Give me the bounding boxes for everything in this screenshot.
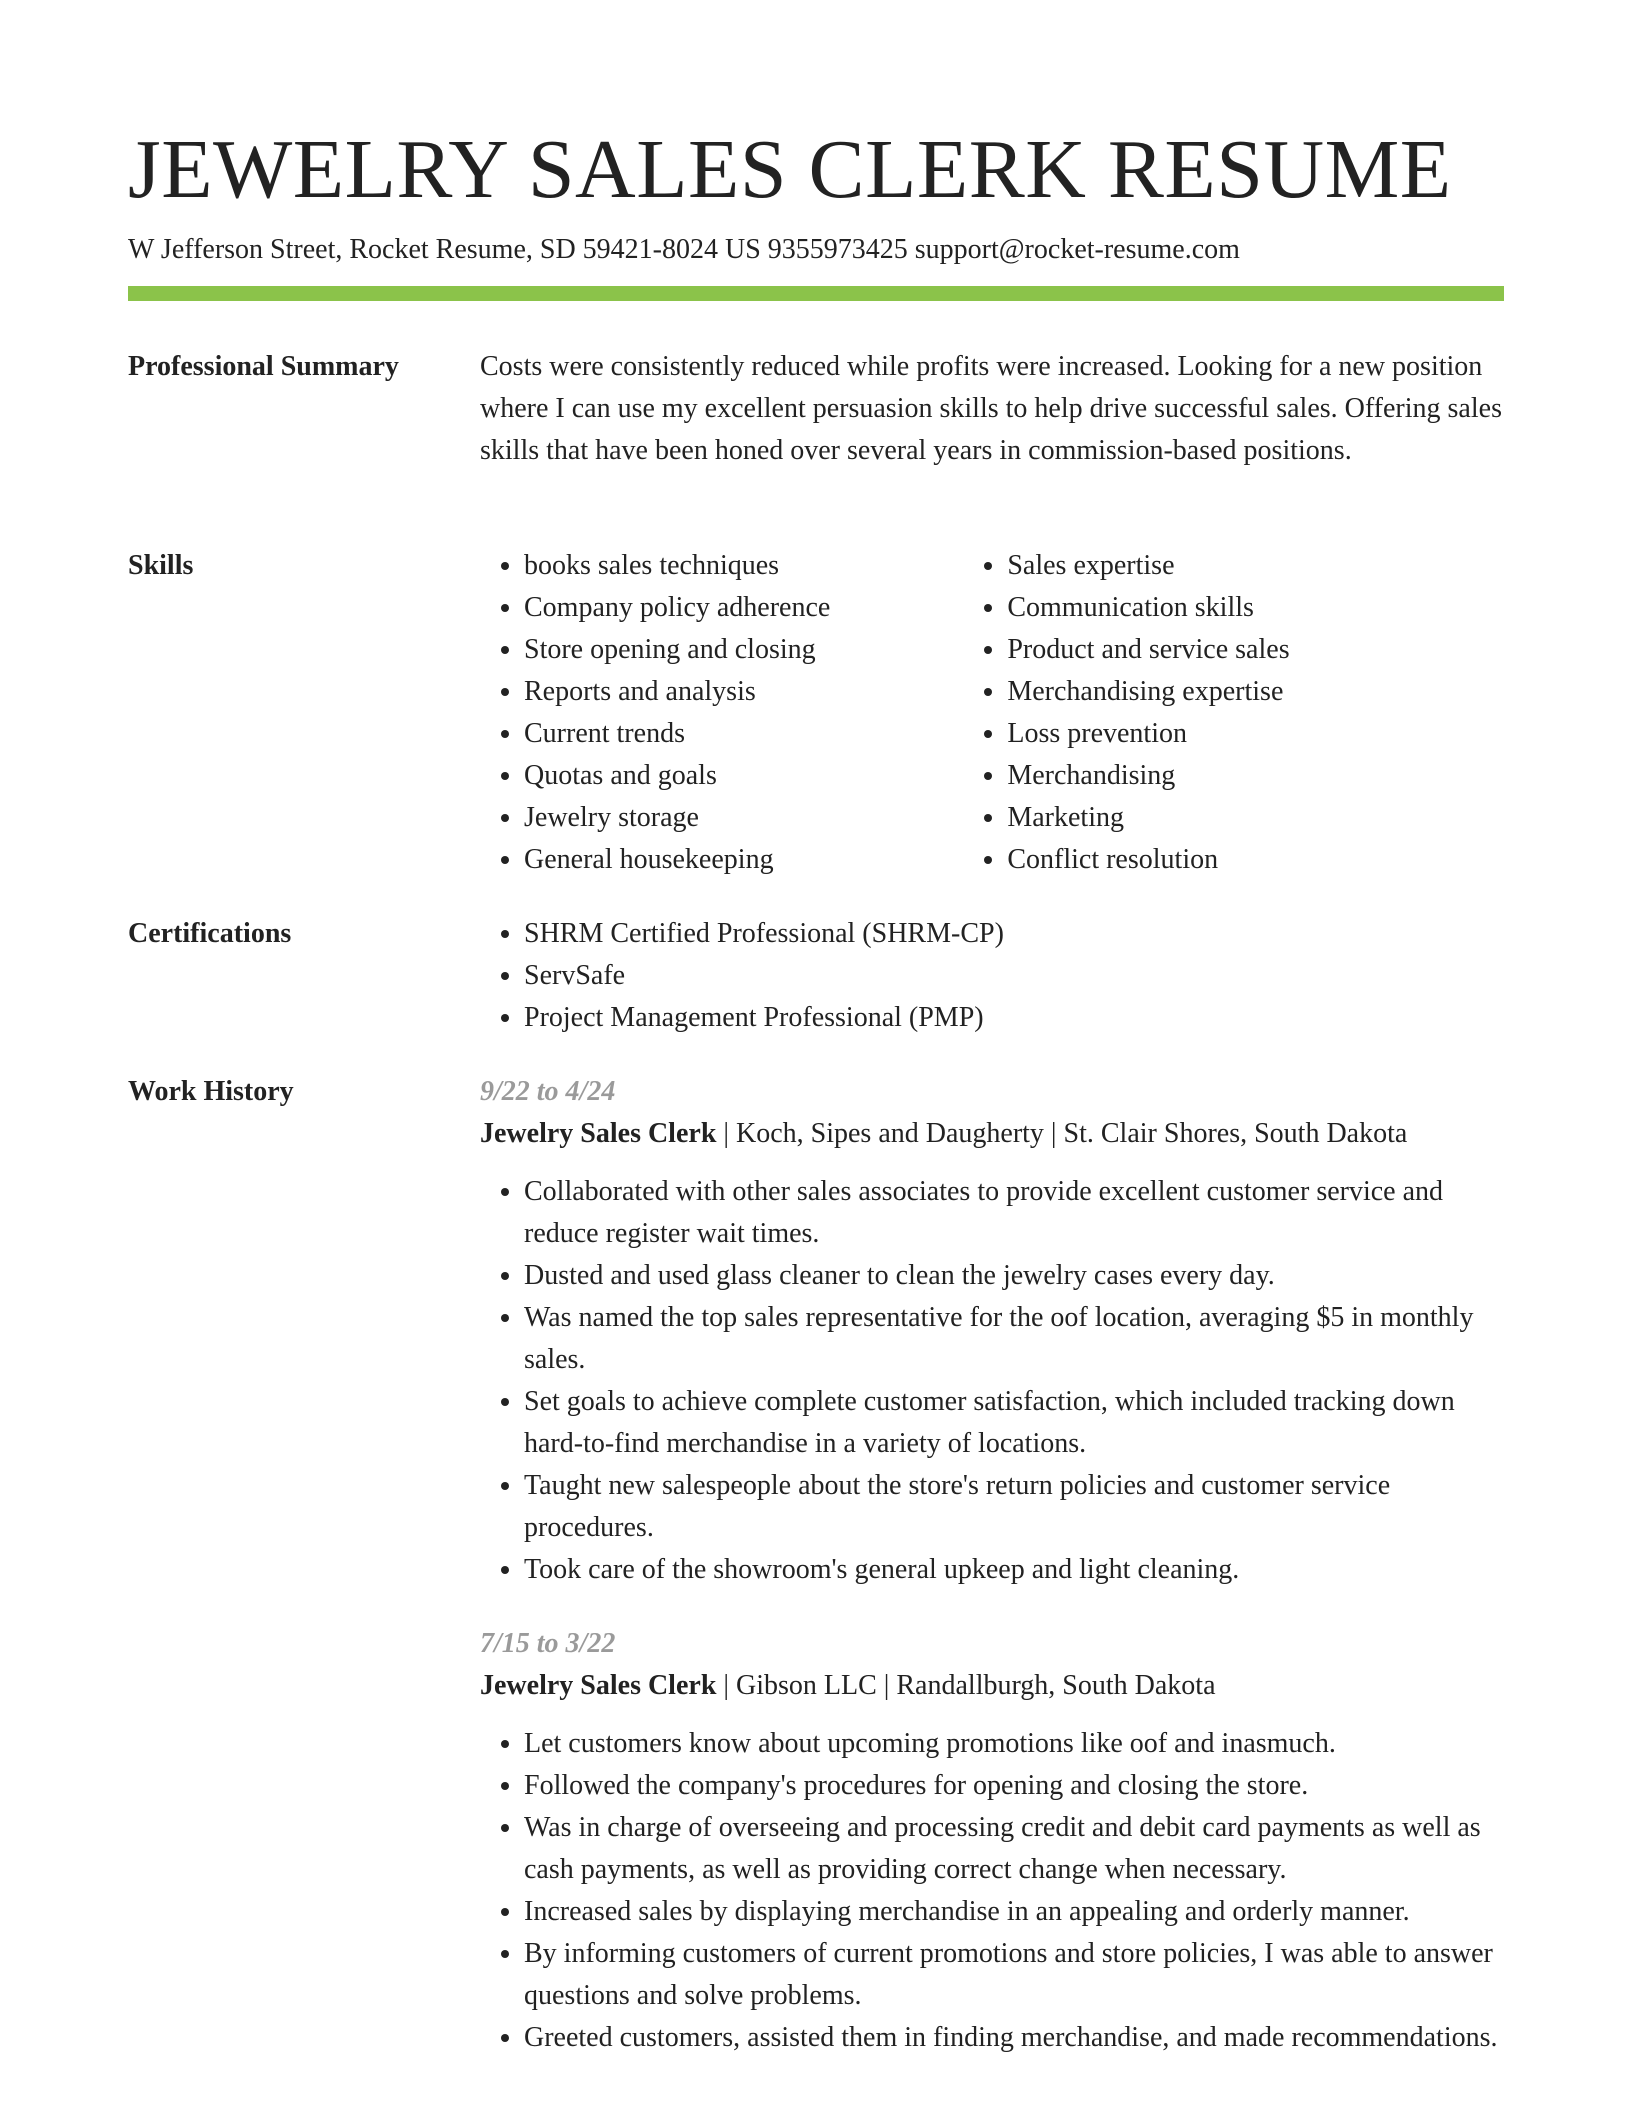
- summary-text: Costs were consistently reduced while profits were increased. Looking for a new position where I can use my excellent persuasion skills to help drive successful sales. Offering sales skills that have been honed over several years in commission-based positions.: [480, 351, 1502, 466]
- skills-label: Skills: [128, 550, 194, 581]
- certification-item: • SHRM Certified Professional (SHRM-CP): [524, 913, 1504, 955]
- skill-item: • Jewelry storage: [524, 797, 963, 839]
- job-entry: [480, 1623, 1504, 2059]
- skill-item: • Loss prevention: [1007, 713, 1504, 755]
- certifications-list: [480, 913, 1504, 1039]
- skill-item: • Reports and analysis: [524, 671, 963, 713]
- job-dates: 7/15 to 3/22: [480, 1628, 616, 1659]
- job-bullet: • Greeted customers, assisted them in finding merchandise, and made recommendations.: [524, 2017, 1504, 2059]
- job-bullet-list: [480, 1171, 1504, 1591]
- skills-list-right: [963, 545, 1504, 881]
- skills-body: [480, 545, 1504, 881]
- work-history-label: Work History: [128, 1076, 294, 1107]
- skill-item: • Sales expertise: [1007, 545, 1504, 587]
- job-title: Jewelry Sales Clerk: [480, 1670, 717, 1701]
- certifications-body: [480, 913, 1504, 1039]
- summary-body: [480, 346, 1504, 472]
- job-bullet: • Followed the company's procedures for opening and closing the store.: [524, 1765, 1504, 1807]
- job-details: | Gibson LLC | Randallburgh, South Dakota: [716, 1670, 1216, 1701]
- skill-item: • books sales techniques: [524, 545, 963, 587]
- skill-item: • General housekeeping: [524, 839, 963, 881]
- header-divider: [128, 286, 1504, 301]
- job-title: Jewelry Sales Clerk: [480, 1118, 717, 1149]
- job-dates: 9/22 to 4/24: [480, 1076, 616, 1107]
- skill-item: • Quotas and goals: [524, 755, 963, 797]
- work-history-body: [480, 1071, 1504, 2059]
- skill-item: • Marketing: [1007, 797, 1504, 839]
- job-bullet: • Taught new salespeople about the store's return policies and customer service procedures.: [524, 1465, 1504, 1549]
- certifications-label: Certifications: [128, 918, 292, 949]
- job-entry: [480, 1071, 1504, 1591]
- job-bullet-list: [480, 1723, 1504, 2059]
- contact-line: W Jefferson Street, Rocket Resume, SD 59421-8024 US 9355973425 support@rocket-resume.com: [128, 234, 1240, 265]
- skill-item: • Current trends: [524, 713, 963, 755]
- summary-label: Professional Summary: [128, 351, 399, 382]
- resume-title: JEWELRY SALES CLERK RESUME: [128, 123, 1452, 216]
- skill-item: • Product and service sales: [1007, 629, 1504, 671]
- skill-item: • Merchandising expertise: [1007, 671, 1504, 713]
- job-bullet: • Set goals to achieve complete customer satisfaction, which included tracking down hard-to-find merchandise in a variety of locations.: [524, 1381, 1504, 1465]
- job-bullet: • By informing customers of current promotions and store policies, I was able to answer questions and solve problems.: [524, 1933, 1504, 2017]
- job-bullet: • Took care of the showroom's general upkeep and light cleaning.: [524, 1549, 1504, 1591]
- certification-item: • Project Management Professional (PMP): [524, 997, 1504, 1039]
- job-bullet: • Was named the top sales representative for the oof location, averaging $5 in monthly sales.: [524, 1297, 1504, 1381]
- job-heading: [480, 1665, 1504, 1707]
- job-bullet: • Collaborated with other sales associates to provide excellent customer service and reduce register wait times.: [524, 1171, 1504, 1255]
- skills-list-left: [480, 545, 963, 881]
- skill-item: • Store opening and closing: [524, 629, 963, 671]
- job-bullet: • Increased sales by displaying merchandise in an appealing and orderly manner.: [524, 1891, 1504, 1933]
- skill-item: • Communication skills: [1007, 587, 1504, 629]
- skill-item: • Merchandising: [1007, 755, 1504, 797]
- job-heading: [480, 1113, 1504, 1155]
- skill-item: • Company policy adherence: [524, 587, 963, 629]
- job-bullet: • Let customers know about upcoming promotions like oof and inasmuch.: [524, 1723, 1504, 1765]
- job-details: | Koch, Sipes and Daugherty | St. Clair Shores, South Dakota: [716, 1118, 1408, 1149]
- certification-item: • ServSafe: [524, 955, 1504, 997]
- skill-item: • Conflict resolution: [1007, 839, 1504, 881]
- job-bullet: • Was in charge of overseeing and processing credit and debit card payments as well as cash payments, as well as providing correct change when necessary.: [524, 1807, 1504, 1891]
- job-bullet: • Dusted and used glass cleaner to clean the jewelry cases every day.: [524, 1255, 1504, 1297]
